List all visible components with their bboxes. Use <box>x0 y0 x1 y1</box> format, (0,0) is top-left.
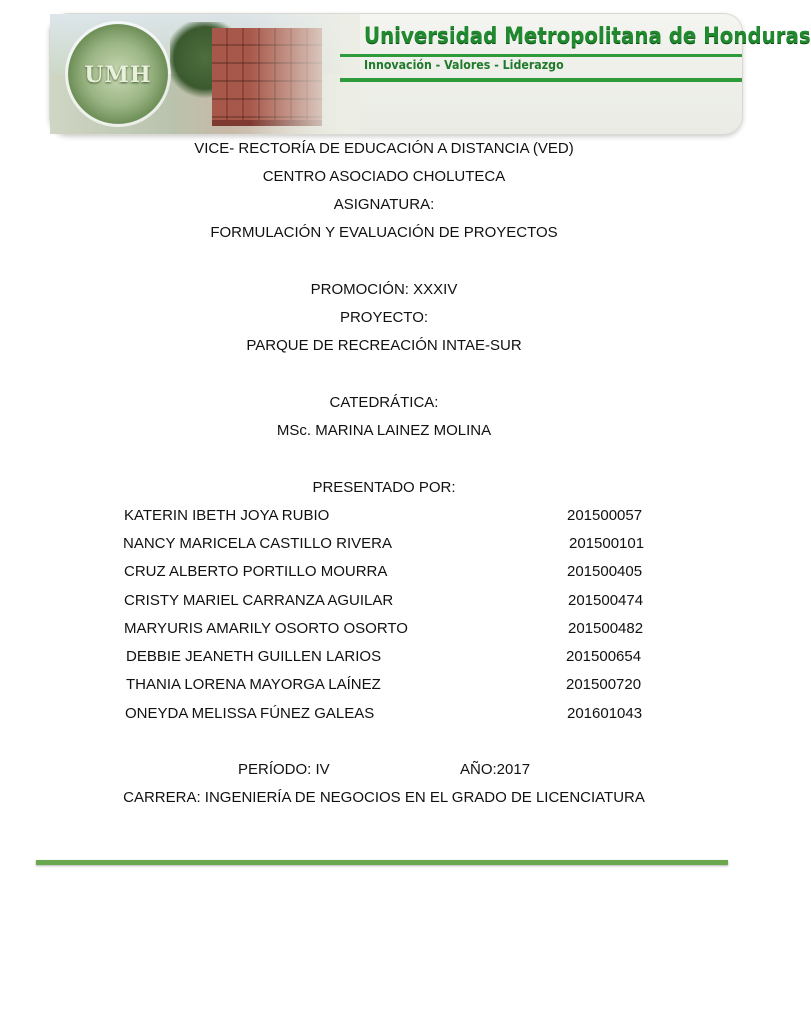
university-banner <box>50 14 811 134</box>
banner-divider-bottom <box>340 78 742 82</box>
student-name: DEBBIE JEANETH GUILLEN LARIOS <box>126 648 382 665</box>
student-id: 201601043 <box>567 705 643 722</box>
university-name: Universidad Metropolitana de Honduras <box>364 24 811 49</box>
vice-rectoria-line: VICE- RECTORÍA DE EDUCACIÓN A DISTANCIA (VED) <box>194 140 574 157</box>
student-id: 201500720 <box>566 676 642 693</box>
university-seal-logo <box>68 24 168 124</box>
student-name: MARYURIS AMARILY OSORTO OSORTO <box>124 620 408 637</box>
catedratica-label: CATEDRÁTICA: <box>329 394 439 411</box>
student-name: KATERIN IBETH JOYA RUBIO <box>124 507 330 524</box>
presentado-por-label: PRESENTADO POR: <box>312 479 456 496</box>
university-motto: Innovación - Valores - Liderazgo <box>364 58 564 72</box>
centro-line: CENTRO ASOCIADO CHOLUTECA <box>262 168 506 185</box>
student-name: CRUZ ALBERTO PORTILLO MOURRA <box>124 563 388 580</box>
proyecto-label: PROYECTO: <box>339 309 429 326</box>
seal-text: UMH <box>84 62 152 88</box>
promocion-line: PROMOCIÓN: XXXIV <box>310 281 458 298</box>
carrera-line: CARRERA: INGENIERÍA DE NEGOCIOS EN EL GRADO DE LICENCIATURA <box>123 789 645 806</box>
campus-photo <box>50 14 350 134</box>
anio-line: AÑO:2017 <box>460 761 531 778</box>
student-name: NANCY MARICELA CASTILLO RIVERA <box>123 535 392 552</box>
student-id: 201500405 <box>567 563 643 580</box>
student-id: 201500482 <box>568 620 644 637</box>
student-id: 201500474 <box>568 592 644 609</box>
student-id: 201500101 <box>569 535 645 552</box>
asignatura-label: ASIGNATURA: <box>333 196 435 213</box>
student-id: 201500654 <box>566 648 642 665</box>
proyecto-value: PARQUE DE RECREACIÓN INTAE-SUR <box>246 337 522 354</box>
student-id: 201500057 <box>567 507 643 524</box>
catedratica-value: MSc. MARINA LAINEZ MOLINA <box>276 422 492 439</box>
student-name: ONEYDA MELISSA FÚNEZ GALEAS <box>125 705 375 722</box>
footer-green-rule <box>36 860 728 865</box>
student-name: THANIA LORENA MAYORGA LAÍNEZ <box>126 676 381 693</box>
periodo-line: PERÍODO: IV <box>238 761 330 778</box>
asignatura-value: FORMULACIÓN Y EVALUACIÓN DE PROYECTOS <box>210 224 558 241</box>
student-name: CRISTY MARIEL CARRANZA AGUILAR <box>124 592 394 609</box>
banner-divider-top <box>340 54 742 57</box>
